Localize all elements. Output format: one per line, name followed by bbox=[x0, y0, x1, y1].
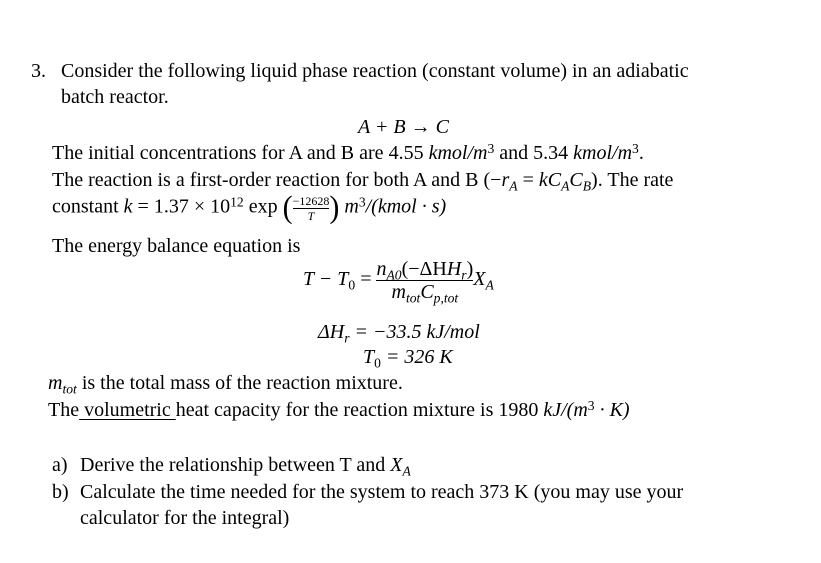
part-b-label: b) bbox=[52, 481, 69, 503]
total-mass-line: $m_{tot}$ is the total mass of the reaction mixture. bbox=[48, 372, 403, 397]
conc-mid: and 5.34 bbox=[494, 142, 574, 164]
k-value: = 1.37 × 10 bbox=[132, 195, 231, 218]
rate-constant-line: constant $k = 1.37 \times 10^{12}$ exp ( $\frac{-12628}{T}$ ) $m^3/(kmol \cdot s)$ bbox=[52, 190, 447, 225]
part-a-label: a) bbox=[52, 454, 68, 476]
energy-balance-heading: The energy balance equation is bbox=[52, 235, 301, 257]
rate-prefix: The reaction is a first-order reaction for both A and B (− bbox=[52, 169, 502, 191]
reaction-equation: A + B → C bbox=[358, 116, 449, 138]
problem-number: 3. bbox=[31, 60, 46, 82]
k-units-end: /(kmol · s) bbox=[365, 195, 447, 218]
eb-lhs: T − T bbox=[303, 268, 349, 291]
k-exp-word: exp bbox=[243, 195, 283, 218]
volumetric-underlined: volumetric bbox=[79, 399, 176, 421]
eb-rhs: X bbox=[473, 268, 486, 291]
k-prefix: constant bbox=[52, 195, 124, 218]
part-b-line-2: calculator for the integral) bbox=[80, 507, 290, 529]
enthalpy-line: $\Delta H_r = -33.5$ kJ/mol bbox=[318, 321, 480, 346]
heat-capacity-line: The volumetric heat capacity for the reaction mixture is 1980 $kJ/(m^3 \cdot K)$ bbox=[48, 397, 630, 421]
rate-eq-mid: = bbox=[517, 169, 539, 191]
rate-end: ). The rate bbox=[591, 169, 674, 191]
k-units: m bbox=[339, 195, 359, 218]
conc-unit: kmol/m bbox=[428, 142, 488, 164]
conc-unit-2: kmol/m bbox=[573, 142, 633, 164]
energy-balance-fraction: $\frac{n_{A0}(-\Delta HH_r)}{m_{tot}C_{p,tot}}$ bbox=[376, 258, 474, 306]
arrhenius-fraction bbox=[293, 195, 330, 222]
intro-line-2: batch reactor. bbox=[61, 86, 169, 108]
part-b-line-1: Calculate the time needed for the system to reach 373 K (you may use your bbox=[80, 481, 684, 503]
arrhenius-numerator: −12628 bbox=[292, 193, 330, 208]
k-exponent: 12 bbox=[230, 194, 244, 210]
conc-end: . bbox=[638, 142, 644, 164]
rate-law-line: The reaction is a first-order reaction for both A and B $(-r_A = kC_AC_B)$. The rate bbox=[52, 169, 674, 194]
energy-balance-equation: $T - T_0$ = $\frac{n_{A0}(-\Delta HH_r)}{m_{tot}C_{p,tot}}$ $X_A$ bbox=[303, 258, 494, 306]
part-b bbox=[52, 481, 684, 503]
arrhenius-denominator: T bbox=[307, 208, 315, 223]
initial-temperature-line: $T_0 = 326$ K bbox=[363, 346, 453, 371]
part-a-text: Derive the relationship between T and bbox=[80, 454, 391, 476]
intro-line-1: Consider the following liquid phase reaction (constant volume) in an adiabatic bbox=[61, 60, 689, 82]
conc-prefix: The initial concentrations for A and B are 4.55 bbox=[52, 142, 429, 164]
part-a: a) Derive the relationship between T and $X_A$ bbox=[52, 454, 411, 479]
concentrations-line: The initial concentrations for A and B are 4.55 kmol/$m^3$ and 5.34 kmol/$m^3$. bbox=[52, 140, 644, 164]
